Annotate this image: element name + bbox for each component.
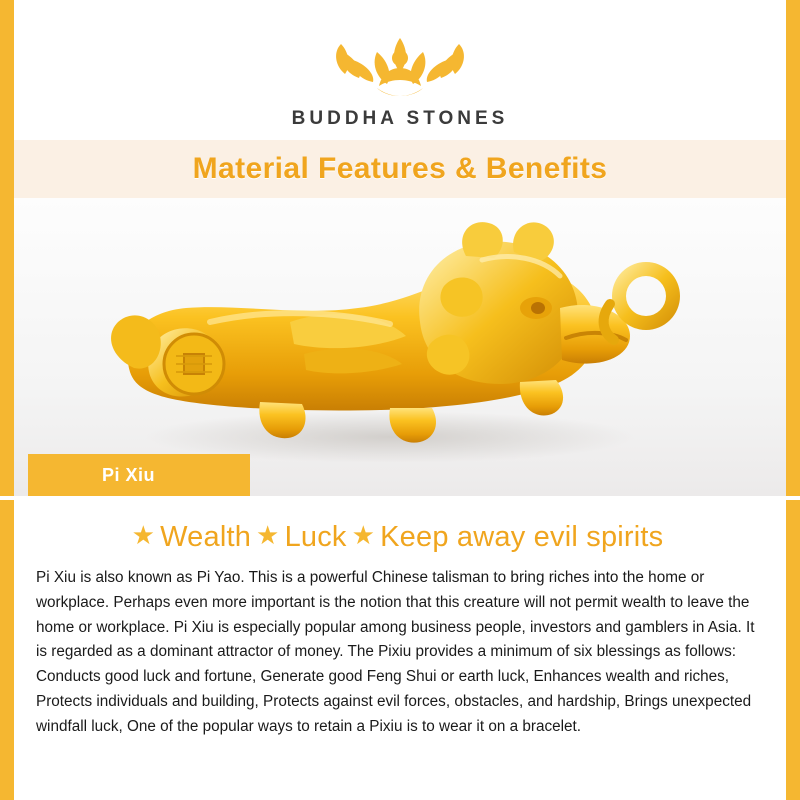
frame-edge-right <box>786 196 800 496</box>
frame-corner-top-right-vertical <box>786 0 800 196</box>
frame-corner-bottom-left-vertical <box>0 500 14 800</box>
product-label-chip <box>28 454 250 496</box>
frame-edge-left <box>0 196 14 496</box>
page-title: Material Features & Benefits <box>192 152 608 185</box>
frame-corner-top-left-vertical <box>0 0 14 196</box>
lotus-meditation-figure-icon <box>315 22 485 104</box>
benefit-wealth: Wealth <box>160 521 252 553</box>
brand-name: BUDDHA STONES <box>291 108 509 129</box>
product-image-area <box>14 198 786 496</box>
gold-pixiu-pendant-image <box>90 212 710 482</box>
benefits-headline <box>32 520 768 554</box>
star-icon: ★ <box>256 520 280 550</box>
product-label: Pi Xiu <box>102 464 156 485</box>
description-text: Pi Xiu is also known as Pi Yao. This is a powerful Chinese talisman to bring riches into the home or workplace. Perhaps even more important is the notion that this creature will not permit wealth to leave the home or workplace. Pi Xiu is especially popular among business people, investors and gamblers in Asia. It is regarded as a dominant attractor of money. The Pixiu provides a minimum of six blessings as follows: Conducts good luck and fortune, Generate good Feng Shui or earth luck, Enhances wealth and riches, Protects individuals and building, Protects against evil forces, obstacles, and hardship, Brings unexpected windfall luck, One of the popular ways to retain a Pixiu is to wear it on a bracelet. <box>36 569 755 735</box>
star-icon: ★ <box>351 520 376 550</box>
title-band <box>14 140 786 198</box>
description-area <box>14 496 786 800</box>
frame-corner-bottom-right-vertical <box>786 500 800 800</box>
benefit-luck: Luck <box>284 521 347 553</box>
benefit-evil-spirits: Keep away evil spirits <box>380 521 664 553</box>
brand-header <box>14 0 786 148</box>
star-icon: ★ <box>131 520 156 550</box>
